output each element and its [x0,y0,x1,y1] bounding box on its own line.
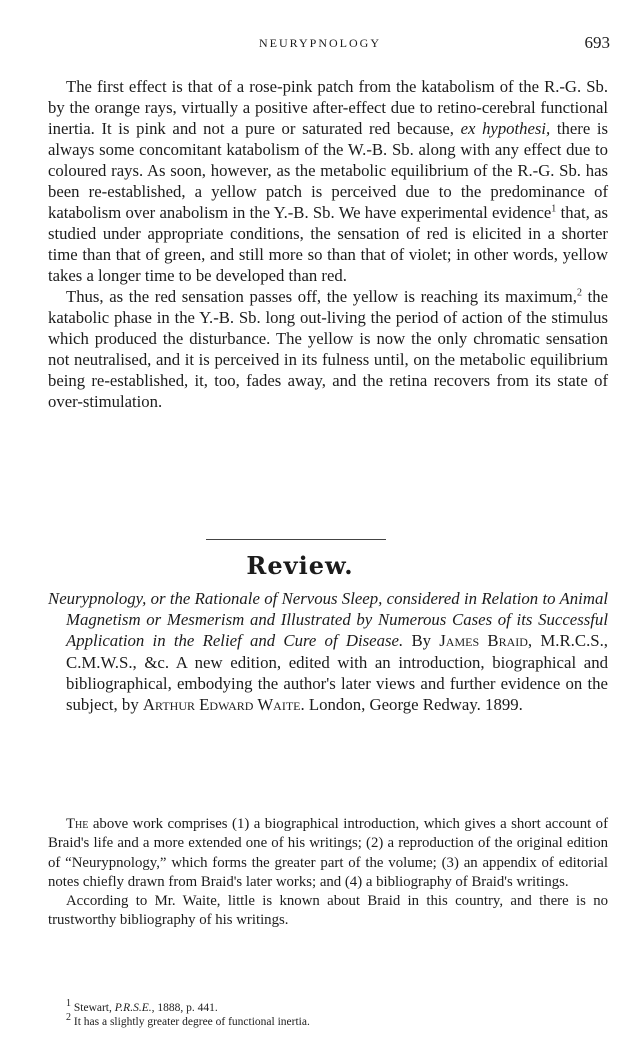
review-lead-word: The [66,816,89,832]
footnote-1-rest: 1888, p. 441. [157,1002,218,1014]
review-paragraph-1-text: above work comprises (1) a biographical introduction, which gives a short account of Braid's life and a more extended one of his writings; (2) a reproduction of the original edition of “Neurypnology,” which forms the greater part of the volume; (3) an appendix of editorial notes chiefly drawn from Braid's later works; and (4) a bibliography of Braid's writings. [48,816,609,890]
paragraph-1 [48,76,608,286]
ex-hypothesi-italic: ex hypothesi, [460,119,551,138]
footnotes [66,998,606,1029]
footnote-2-text: It has a slightly greater degree of functional inertia. [73,1016,310,1028]
body-text [48,76,608,412]
paragraph-1-text-a: The first effect is that of a rose-pink patch from the katabolism of the R.-G. Sb. by the orange rays, virtually a positive after-effect due to retino-cerebral functional inertia. It is pink and not a pure or saturated red because, [48,77,608,138]
footnote-2-marker[interactable]: 2 [576,287,582,299]
footnote-1-journal: P.R.S.E., [114,1002,155,1014]
review-body [48,815,608,931]
review-citation [48,588,608,715]
running-head: NEURYPNOLOGY [258,36,381,50]
footnote-1 [66,998,606,1015]
paragraph-2-text-b: the katabolic phase in the Y.-B. Sb. long out-living the period of action of the stimulus which produced the disturbance. The yellow is now the only chromatic sensation not neutralised, and it is perceived in its fulness until, on the metabolic equilibrium being re-established, it, too, fades away, and the retina recovers from its state of over-stimulation. [48,287,608,411]
book-title: Neurypnology, or the Rationale of Nervous Sleep, considered in Relation to Animal Magnetism or Mesmerism and Illustrated by Numerous Cases of its Successful Application in the Relief and Cure of Disease. [48,589,608,651]
citation-by: By [411,631,432,651]
author-name: James Braid, [439,631,533,651]
editor-name: Arthur Edward Waite. [142,695,305,715]
footnote-2-mark: 2 [66,1012,71,1024]
review-heading: Review. [246,551,354,580]
footnote-1-text: Stewart, [73,1002,112,1014]
review-paragraph-1 [48,815,608,892]
review-paragraph-2: According to Mr. Waite, little is known about Braid in this country, and there is no trustworthy bibliography of his writings. [48,893,608,929]
section-divider [206,539,386,540]
paragraph-2 [48,286,608,412]
paragraph-2-text-a: Thus, as the red sensation passes off, the yellow is reaching its maximum, [66,287,577,306]
paragraph-1-text-c: that, as studied under appropriate conditions, the sensation of red is elicited in a shorter time than that of green, and still more so than that of violet; in other words, yellow takes a longer time to be developed than red. [48,203,608,285]
footnote-1-marker[interactable]: 1 [551,203,557,215]
publisher-line: London, George Redway. 1899. [308,695,523,715]
page-number: 693 [584,33,610,52]
footnote-2 [66,1012,606,1029]
paragraph-1-text-b: there is always some concomitant katabolism of the W.-B. Sb. along with any effect due to coloured rays. As soon, however, as the metabolic equilibrium of the R.-G. Sb. has been re-established, a yellow patch is perceived due to the predominance of katabolism over anabolism in the Y.-B. Sb. We have experimental evidence [48,119,609,222]
footnote-1-mark: 1 [66,998,71,1010]
citation-details: M.R.C.S., C.M.W.S., &c. A new edition, edited with an introduction, biographical and bibliographical, embodying the author's later views and further evidence on the subject, by [66,631,608,715]
